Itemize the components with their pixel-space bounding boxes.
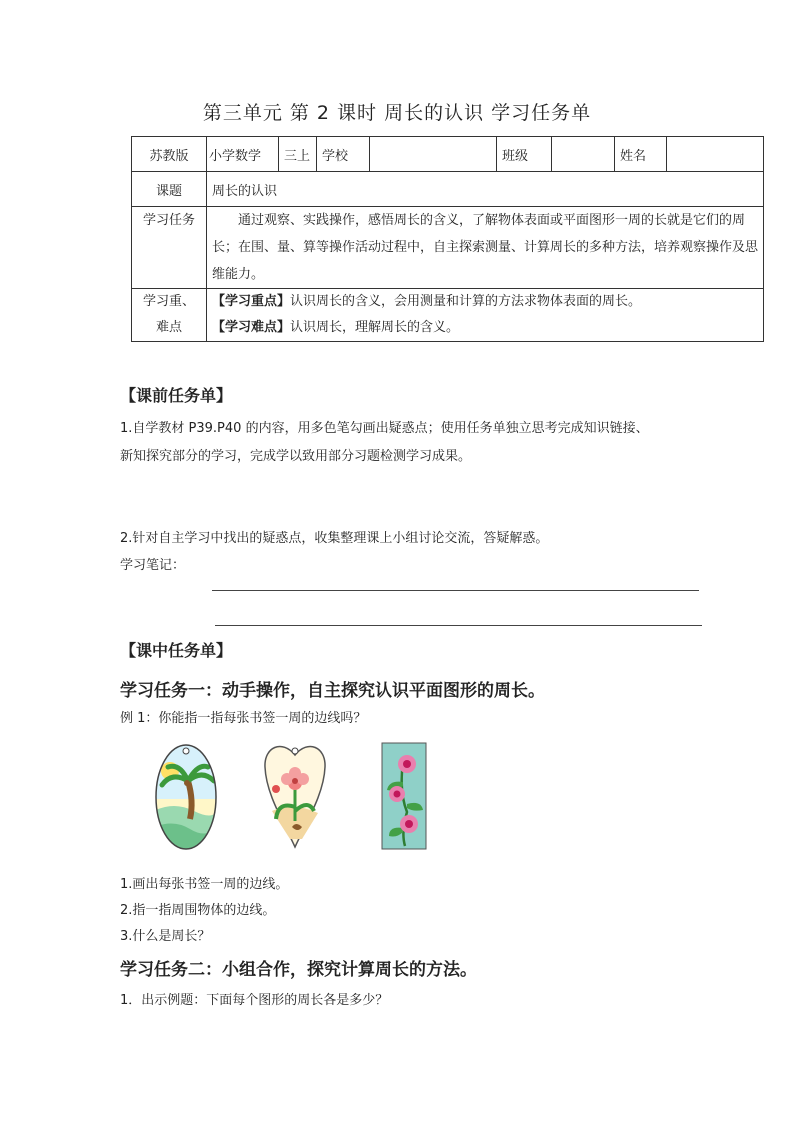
page-title: 第三单元 第 2 课时 周长的认识 学习任务单: [202, 102, 592, 124]
task2-heading: 学习任务二：小组合作，探究计算周长的方法。: [120, 960, 477, 980]
task-label: 学习任务: [132, 207, 207, 289]
cell-class-value[interactable]: [552, 137, 615, 172]
task-text: 通过观察、实践操作，感悟周长的含义，了解物体表面或平面图形一周的长就是它们的周长；在围、量、算等操作活动过程中，自主探索测量、计算周长的多种方法，培养观察操作及思维能力。: [207, 207, 764, 289]
cell-name-label: 姓名: [615, 137, 667, 172]
question-2: 2.指一指周围物体的边线。: [120, 903, 276, 918]
cell-school-value[interactable]: [370, 137, 497, 172]
in-class-heading: 【课中任务单】: [120, 641, 233, 660]
key-point-text: 认识周长的含义，会用测量和计算的方法求物体表面的周长。: [290, 294, 642, 309]
info-row-keypoints: [132, 289, 764, 342]
palm-tree-bookmark-icon: [154, 741, 218, 851]
keypoints-label: 学习重、难点: [132, 289, 207, 342]
pre-item1-line1: 1.自学教材 P39.P40 的内容，用多色笔勾画出疑惑点；使用任务单独立思考完成知识链接、: [120, 421, 649, 436]
difficult-tag: 【学习难点】: [212, 320, 291, 335]
cell-name-value[interactable]: [667, 137, 764, 172]
topic-label: 课题: [132, 172, 207, 207]
topic-value: 周长的认识: [207, 172, 764, 207]
notes-label: 学习笔记：: [120, 558, 186, 573]
flower-heart-bookmark-icon: [262, 741, 328, 851]
notes-line-1[interactable]: [212, 590, 699, 591]
pre-item1-line2: 新知探究部分的学习，完成学以致用部分习题检测学习成果。: [120, 449, 472, 464]
pre-class-heading: 【课前任务单】: [120, 386, 233, 405]
info-row-topic: [132, 172, 764, 207]
pre-item2: 2.针对自主学习中找出的疑惑点，收集整理课上小组讨论交流，答疑解惑。: [120, 531, 549, 546]
question-1: 1.画出每张书签一周的边线。: [120, 877, 289, 892]
task1-heading: 学习任务一：动手操作，自主探究认识平面图形的周长。: [120, 681, 545, 701]
cell-subject: 小学数学: [207, 137, 279, 172]
cell-grade: 三上: [279, 137, 317, 172]
cell-school-label: 学校: [317, 137, 370, 172]
question-3: 3.什么是周长？: [120, 929, 211, 944]
example2-text: 1．出示例题：下面每个图形的周长各是多少？: [120, 993, 389, 1008]
keypoints-cell: [207, 289, 764, 342]
cell-edition: 苏教版: [132, 137, 207, 172]
rose-bookmark-icon: [381, 742, 427, 850]
difficult-text: 认识周长，理解周长的含义。: [290, 320, 460, 335]
info-row-header: [132, 137, 764, 172]
example1-text: 例 1：你能指一指每张书签一周的边线吗？: [120, 711, 367, 726]
notes-line-2[interactable]: [215, 625, 702, 626]
info-row-task: [132, 207, 764, 289]
key-point-tag: 【学习重点】: [212, 294, 291, 309]
info-table: [131, 136, 764, 342]
cell-class-label: 班级: [497, 137, 552, 172]
